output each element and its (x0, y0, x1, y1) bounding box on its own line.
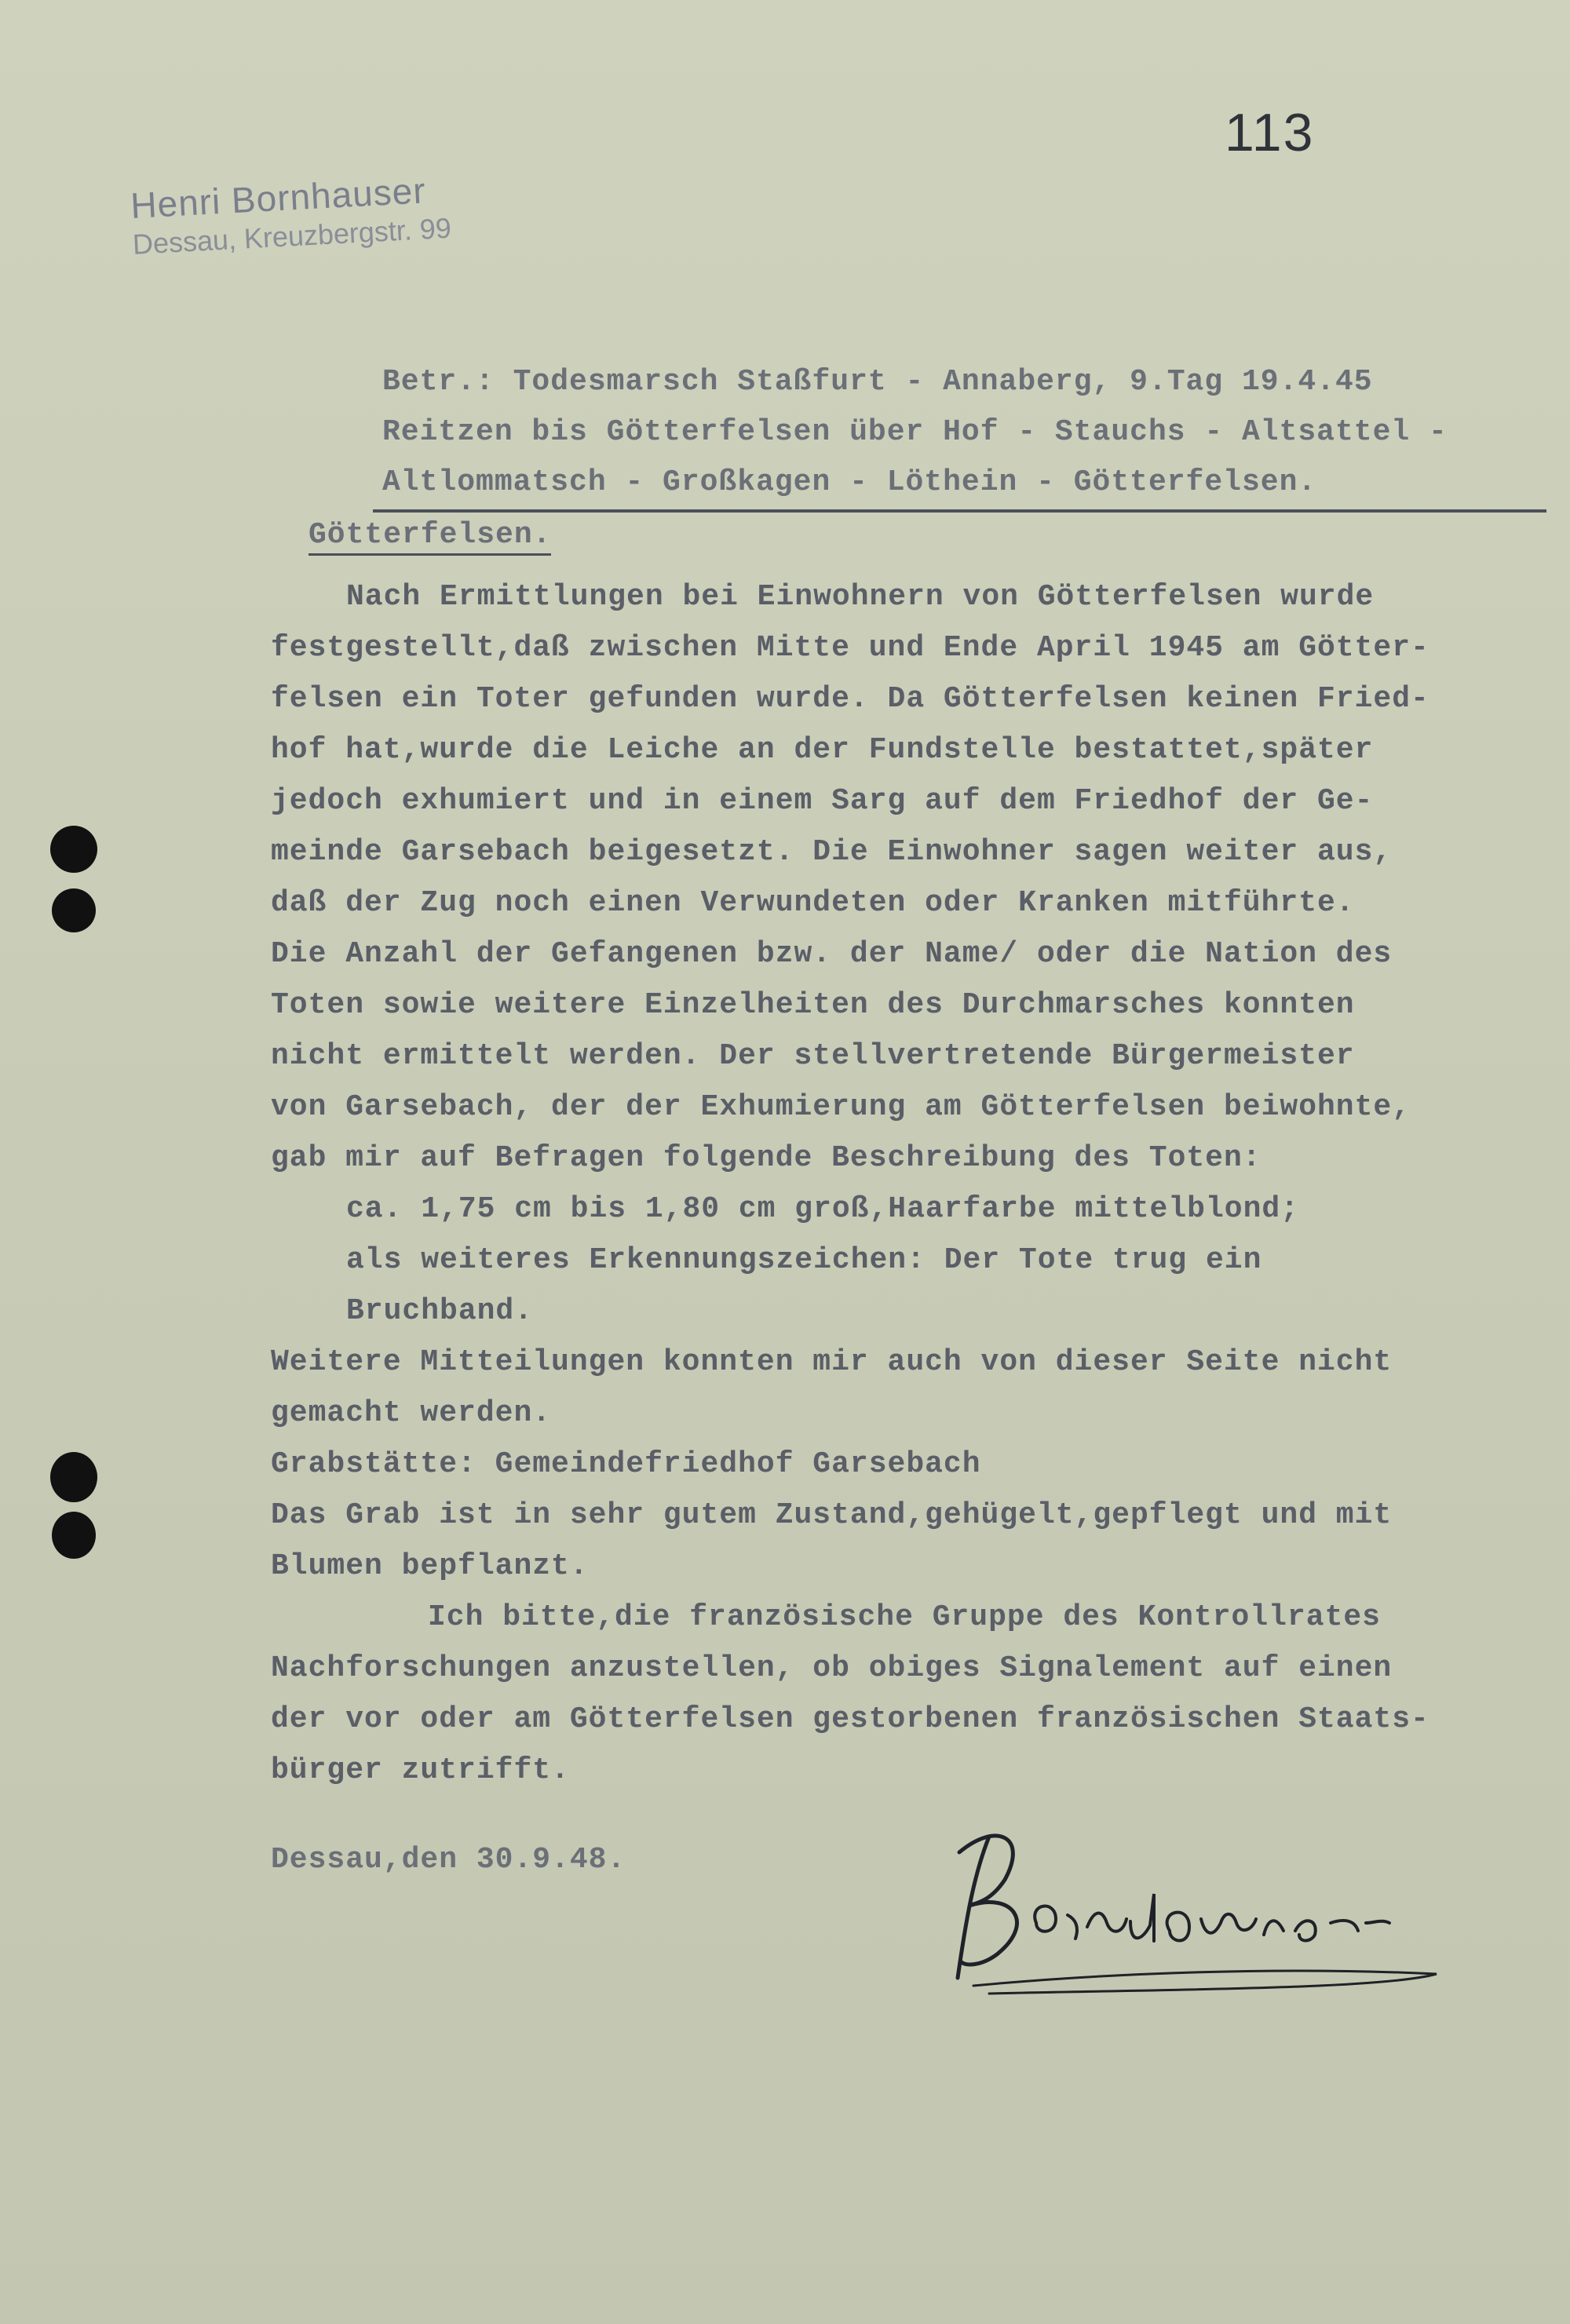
page-number: 113 (1225, 103, 1315, 162)
body-line: der vor oder am Götterfelsen gestorbenen französischen Staats- (271, 1702, 1429, 1736)
subject-divider (373, 509, 1546, 513)
place-date: Dessau,den 30.9.48. (271, 1843, 626, 1877)
subject-line: Reitzen bis Götterfelsen über Hof - Stauchs - Altsattel - (382, 415, 1448, 449)
body-line: Weitere Mitteilungen konnten mir auch von dieser Seite nicht (271, 1345, 1393, 1379)
subject-line: Altlommatsch - Großkagen - Löthein - Götterfelsen. (382, 465, 1317, 499)
body-line: nicht ermittelt werden. Der stellvertretende Bürgermeister (271, 1039, 1355, 1073)
body-line: gemacht werden. (271, 1396, 552, 1430)
handwritten-signature (942, 1805, 1460, 2009)
stamp-address: Dessau, Kreuzbergstr. 99 (131, 211, 452, 261)
body-line: als weiteres Erkennungszeichen: Der Tote trug ein (346, 1243, 1262, 1277)
body-line: meinde Garsebach beigesetzt. Die Einwohner sagen weiter aus, (271, 835, 1393, 869)
punch-hole (52, 1512, 96, 1559)
body-line: Nach Ermittlungen bei Einwohnern von Götterfelsen wurde (346, 580, 1375, 614)
body-line: bürger zutrifft. (271, 1753, 570, 1787)
body-line: Das Grab ist in sehr gutem Zustand,gehügelt,gepflegt und mit (271, 1498, 1393, 1532)
body-line: Blumen bepflanzt. (271, 1549, 589, 1583)
body-line: hof hat,wurde die Leiche an der Fundstelle bestattet,später (271, 733, 1374, 767)
body-line: daß der Zug noch einen Verwundeten oder Kranken mitführte. (271, 886, 1355, 920)
letterhead-stamp (130, 168, 452, 261)
place-heading: Götterfelsen. (309, 518, 551, 556)
body-line: Die Anzahl der Gefangenen bzw. der Name/ oder die Nation des (271, 937, 1393, 971)
body-line: Nachforschungen anzustellen, ob obiges Signalement auf einen (271, 1651, 1393, 1685)
body-line: Ich bitte,die französische Gruppe des Kontrollrates (428, 1600, 1381, 1634)
punch-hole (50, 1452, 97, 1502)
body-line: Bruchband. (346, 1294, 534, 1328)
body-line: jedoch exhumiert und in einem Sarg auf dem Friedhof der Ge- (271, 784, 1374, 818)
body-line: Toten sowie weitere Einzelheiten des Durchmarsches konnten (271, 988, 1355, 1022)
letter-body (271, 571, 1495, 1796)
body-line: Grabstätte: Gemeindefriedhof Garsebach (271, 1447, 981, 1481)
punch-hole (52, 888, 96, 932)
body-line: ca. 1,75 cm bis 1,80 cm groß,Haarfarbe mittelblond; (346, 1192, 1299, 1226)
subject-line: Betr.: Todesmarsch Staßfurt - Annaberg, 9.Tag 19.4.45 (382, 365, 1373, 399)
body-line: von Garsebach, der der Exhumierung am Götterfelsen beiwohnte, (271, 1090, 1411, 1124)
subject-block (382, 357, 1560, 508)
punch-hole (50, 826, 97, 873)
body-line: felsen ein Toter gefunden wurde. Da Götterfelsen keinen Fried- (271, 682, 1429, 716)
body-line: gab mir auf Befragen folgende Beschreibung des Toten: (271, 1141, 1261, 1175)
stamp-name: Henri Bornhauser (130, 170, 427, 226)
body-line: festgestellt,daß zwischen Mitte und Ende April 1945 am Götter- (271, 631, 1429, 665)
